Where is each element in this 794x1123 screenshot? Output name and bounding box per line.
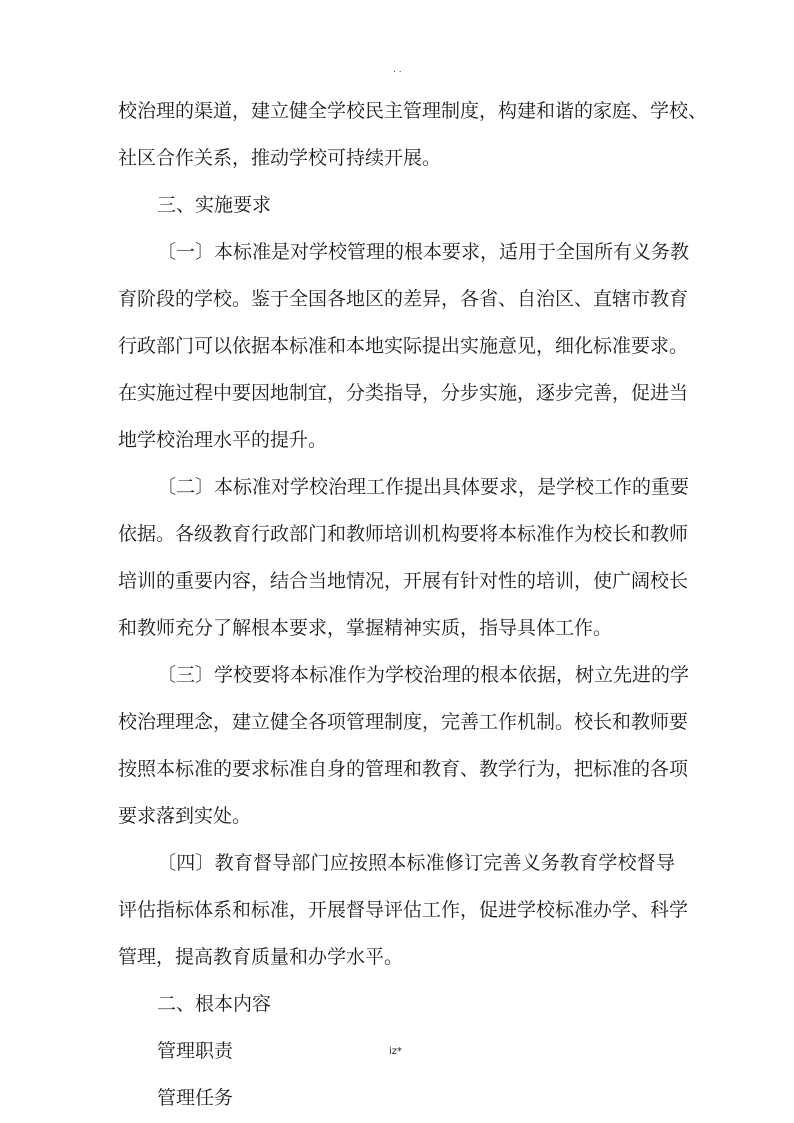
subsection-heading: 管理任务 bbox=[157, 1087, 234, 1109]
text-line: 要求落到实处。 bbox=[118, 805, 252, 827]
text-line: 〔三〕学校要将本标准作为学校治理的根本依据，树立先进的学 bbox=[157, 664, 690, 686]
header-mark: . . bbox=[393, 65, 402, 75]
text-line: 培训的重要内容，结合当地情况，开展有针对性的培训，使广阔校长 bbox=[118, 570, 689, 592]
text-line: 〔一〕本标准是对学校管理的根本要求，适用于全国所有义务教 bbox=[157, 241, 690, 263]
text-line: 育阶段的学校。鉴于全国各地区的差异，各省、自治区、直辖市教育 bbox=[118, 288, 689, 310]
text-line: 地学校治理水平的提升。 bbox=[118, 429, 328, 451]
text-line: 管理，提高教育质量和办学水平。 bbox=[118, 946, 404, 968]
text-line: 和教师充分了解根本要求，掌握精神实质，指导具体工作。 bbox=[118, 617, 613, 639]
text-line: 依据。各级教育行政部门和教师培训机构要将本标准作为校长和教师 bbox=[118, 523, 689, 545]
footer-mark: iz* bbox=[389, 1046, 403, 1057]
text-line: 〔四〕教育督导部门应按照本标准修订完善义务教育学校督导 bbox=[157, 852, 675, 874]
text-line: 行政部门可以依据本标准和本地实际提出实施意见，细化标准要求。 bbox=[118, 335, 689, 357]
text-line: 校治理的渠道，建立健全学校民主管理制度，构建和谐的家庭、学校、 bbox=[118, 100, 708, 122]
text-line: 社区合作关系，推动学校可持续开展。 bbox=[118, 147, 442, 169]
text-line: 校治理理念，建立健全各项管理制度，完善工作机制。校长和教师要 bbox=[118, 711, 689, 733]
section-heading: 三、实施要求 bbox=[157, 194, 272, 216]
text-line: 在实施过程中要因地制宜，分类指导，分步实施，逐步完善，促进当 bbox=[118, 382, 689, 404]
text-line: 〔二〕本标准对学校治理工作提出具体要求，是学校工作的重要 bbox=[157, 476, 690, 498]
text-line: 评估指标体系和标准，开展督导评估工作，促进学校标准办学、科学 bbox=[118, 899, 689, 921]
subsection-heading: 管理职责 bbox=[157, 1040, 234, 1062]
text-line: 按照本标准的要求标准自身的管理和教育、教学行为，把标准的各项 bbox=[118, 758, 689, 780]
section-heading: 二、根本内容 bbox=[157, 993, 272, 1015]
